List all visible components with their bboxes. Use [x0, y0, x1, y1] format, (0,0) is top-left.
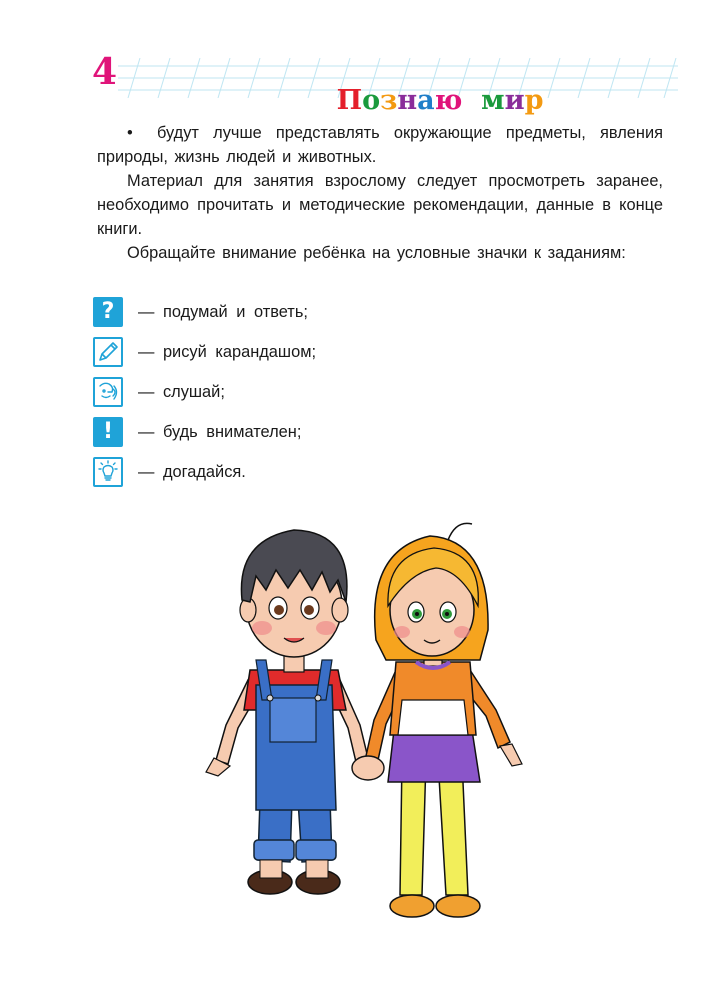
title-letter: р — [524, 85, 544, 116]
question-icon: ? — [93, 297, 123, 327]
title-letter: ю — [434, 85, 463, 116]
paragraph-text: Обращайте внимание ребёнка на условные значки к заданиям: — [127, 244, 626, 262]
pencil-icon — [93, 337, 123, 367]
title-letter — [462, 87, 481, 114]
title-letter: о — [362, 85, 381, 116]
girl-figure — [352, 523, 522, 917]
paragraph-material — [97, 169, 663, 241]
exclamation-icon: ! — [93, 417, 123, 447]
boy-figure — [206, 530, 368, 894]
legend-label: — догадайся. — [138, 463, 246, 481]
lightbulb-icon — [93, 457, 123, 487]
ear-icon — [93, 377, 123, 407]
page-number: 4 — [92, 51, 118, 93]
paragraph-attention — [97, 241, 663, 265]
paragraph-bullet — [97, 121, 663, 169]
legend-label: — рисуй карандашом; — [138, 343, 317, 361]
children-illustration — [190, 510, 550, 940]
title-letter: м — [481, 85, 505, 116]
paragraph-text: Материал для занятия взрослому следует просмотреть заранее, необходимо прочитать и методические рекомендации, данные в конце книги. — [97, 172, 663, 238]
legend-label: — будь внимателен; — [138, 423, 302, 441]
title-letter: з — [380, 85, 398, 116]
title-letter: а — [417, 85, 435, 116]
title-letter: и — [504, 85, 525, 116]
paragraph-text: будут лучше представлять окружающие предметы, явления природы, жизнь людей и животных. — [97, 124, 663, 166]
legend-label: — подумай и ответь; — [138, 303, 308, 321]
page-header — [0, 50, 717, 116]
bullet: • — [127, 124, 133, 142]
title-letter: П — [336, 85, 363, 116]
title-letter: н — [397, 85, 418, 116]
legend-label: — слушай; — [138, 383, 225, 401]
